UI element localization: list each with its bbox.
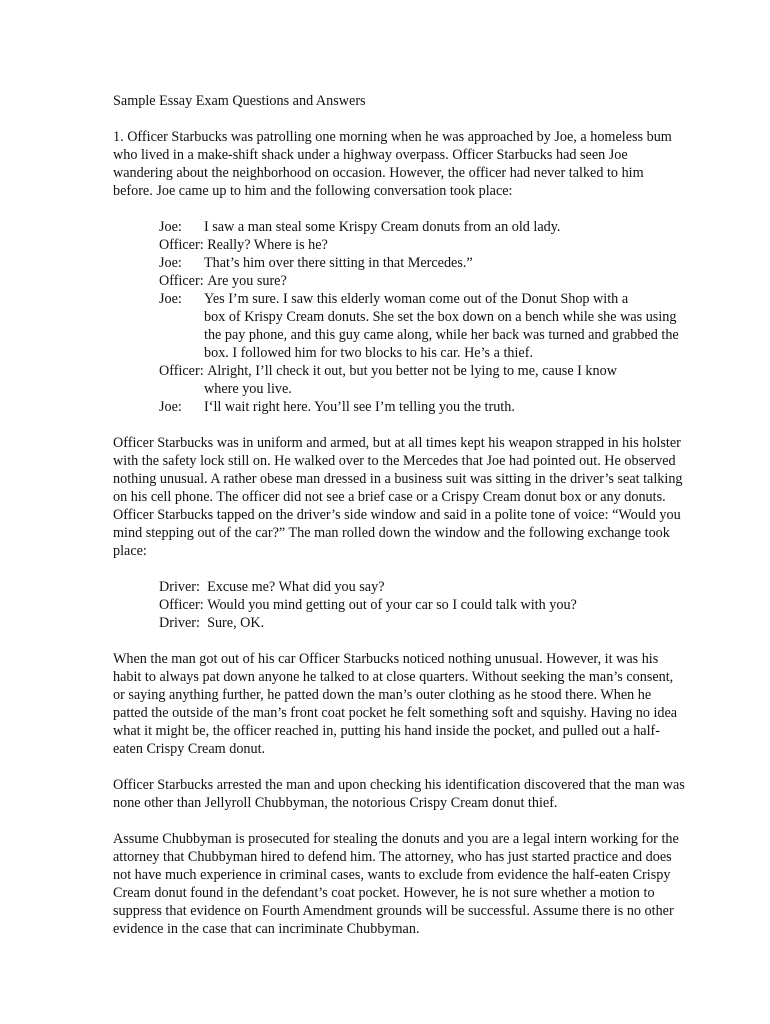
speaker: Officer: bbox=[159, 237, 204, 253]
paragraph-approach-car: Officer Starbucks was in uniform and armed, but at all times kept his weapon strapped in his holster with the safety lock still on. He walked over to the Mercedes that Joe had pointed out. He observed nothing unusual. A rather obese man dressed in a business suit was sitting in the driver’s seat talking on his cell phone. The officer did not see a brief case or a Crispy Cream donut box or any donuts. Officer Starbucks tapped on the driver’s side window and said in a polite tone of voice: “Would you mind stepping out of the car?” The man rolled down the window and the following exchange took place: bbox=[113, 435, 683, 559]
utterance: Excuse me? What did you say? bbox=[207, 579, 385, 595]
dialogue-line bbox=[159, 398, 685, 416]
question-1-intro: 1. Officer Starbucks was patrolling one morning when he was approached by Joe, a homeless bum who lived in a make-shift shack under a highway overpass. Officer Starbucks had seen Joe wandering about the neighborhood on occasion. However, the officer had never talked to him before. Joe came up to him and the following conversation took place: bbox=[113, 129, 672, 199]
speaker: Officer: bbox=[159, 363, 204, 379]
speaker: Driver: bbox=[159, 615, 200, 631]
dialogue-line bbox=[159, 254, 685, 272]
utterance: Sure, OK. bbox=[207, 615, 265, 631]
speaker: Driver: bbox=[159, 579, 200, 595]
dialogue-line bbox=[159, 614, 685, 632]
utterance: That’s him over there sitting in that Mercedes.” bbox=[204, 255, 473, 271]
speaker: Joe: bbox=[159, 255, 182, 271]
utterance-continuation: box of Krispy Cream donuts. She set the box down on a bench while she was using the pay phone, and this guy came along, while her back was turned and grabbed the box. I followed him for two blocks to his car. He’s a thief. bbox=[204, 309, 679, 361]
paragraph-arrest: Officer Starbucks arrested the man and upon checking his identification discovered that the man was none other than Jellyroll Chubbyman, the notorious Crispy Cream donut thief. bbox=[113, 777, 685, 811]
document-title: Sample Essay Exam Questions and Answers bbox=[113, 93, 366, 109]
utterance: Alright, I’ll check it out, but you better not be lying to me, cause I know bbox=[207, 363, 617, 379]
utterance: Yes I’m sure. I saw this elderly woman come out of the Donut Shop with a bbox=[204, 291, 629, 307]
utterance: I‘ll wait right here. You’ll see I’m telling you the truth. bbox=[204, 399, 515, 415]
dialogue-line bbox=[159, 578, 685, 596]
dialogue-line bbox=[159, 596, 685, 614]
dialogue-line bbox=[159, 236, 685, 254]
dialogue-line bbox=[159, 290, 685, 308]
utterance: Would you mind getting out of your car so I could talk with you? bbox=[207, 597, 577, 613]
dialogue-line bbox=[159, 272, 685, 290]
dialogue-joe-officer bbox=[159, 218, 685, 416]
utterance: Are you sure? bbox=[207, 273, 287, 289]
speaker: Joe: bbox=[159, 291, 182, 307]
paragraph-pat-down: When the man got out of his car Officer Starbucks noticed nothing unusual. However, it was his habit to always pat down anyone he talked to at close quarters. Without seeking the man’s consent, or saying anything further, he patted down the man’s outer clothing as he stood there. When he patted the outside of the man’s front coat pocket he felt something soft and squishy. Having no idea what it might be, the officer reached in, putting his hand inside the pocket, and pulled out a half-eaten Crispy Cream donut. bbox=[113, 651, 678, 757]
utterance: Really? Where is he? bbox=[207, 237, 328, 253]
utterance: I saw a man steal some Krispy Cream donuts from an old lady. bbox=[204, 219, 561, 235]
dialogue-line bbox=[159, 218, 685, 236]
speaker: Officer: bbox=[159, 597, 204, 613]
dialogue-line bbox=[159, 362, 685, 380]
speaker: Joe: bbox=[159, 219, 182, 235]
speaker: Joe: bbox=[159, 399, 182, 415]
speaker: Officer: bbox=[159, 273, 204, 289]
document-body bbox=[113, 92, 685, 956]
paragraph-assignment: Assume Chubbyman is prosecuted for stealing the donuts and you are a legal intern working for the attorney that Chubbyman hired to defend him. The attorney, who has just started practice and does not have much experience in criminal cases, wants to exclude from evidence the half-eaten Crispy Cream donut found in the defendant’s coat pocket. However, he is not sure whether a motion to suppress that evidence on Fourth Amendment grounds will be successful. Assume there is no other evidence in the case that can incriminate Chubbyman. bbox=[113, 831, 679, 937]
dialogue-driver-officer bbox=[159, 578, 685, 632]
utterance-continuation: where you live. bbox=[204, 381, 292, 397]
